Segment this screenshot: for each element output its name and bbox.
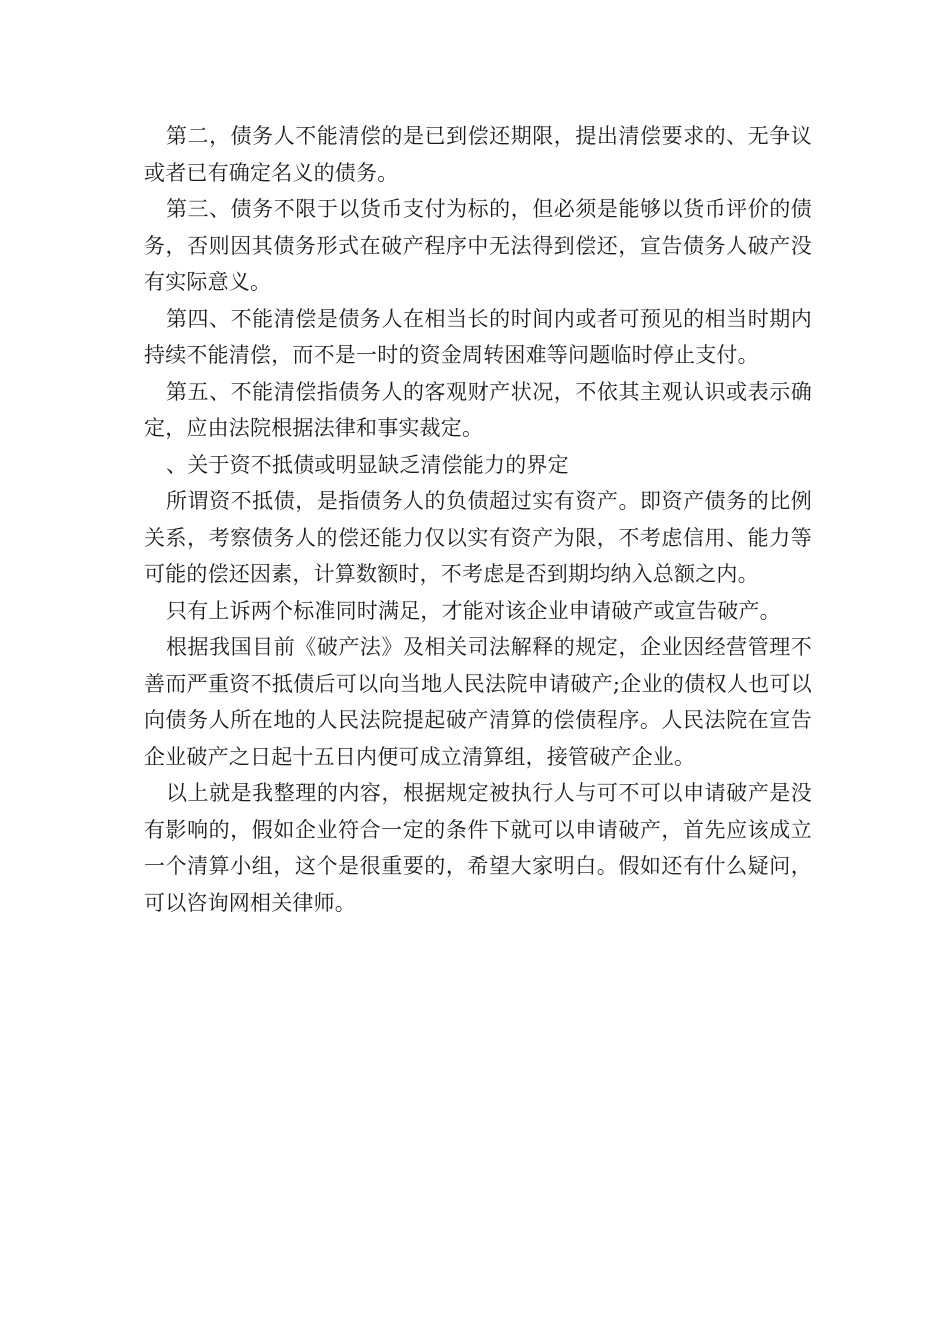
document-body (144, 118, 812, 921)
paragraph-both-standards: 只有上诉两个标准同时满足，才能对该企业申请破产或宣告破产。 (166, 598, 781, 623)
paragraph-monetary-debt: 第三、债务不限于以货币支付为标的，但必须是能够以货币评价的债务，否则因其债务形式在破产程序中无法得到偿还，宣告债务人破产没有实际意义。 (144, 197, 812, 294)
paragraph-debt-due: 第二，债务人不能清偿的是已到偿还期限，提出清偿要求的、无争议或者已有确定名义的债务。 (144, 124, 812, 185)
section-heading-insolvency-definition: 、关于资不抵债或明显缺乏清偿能力的界定 (166, 452, 569, 477)
paragraph-objective-status: 第五、不能清偿指债务人的客观财产状况，不依其主观认识或表示确定，应由法院根据法律和事实裁定。 (144, 379, 812, 440)
paragraph-bankruptcy-law: 根据我国目前《破产法》及相关司法解释的规定，企业因经营管理不善而严重资不抵债后可以向当地人民法院申请破产;企业的债权人也可以向债务人所在地的人民法院提起破产清算的偿债程序。人民法院在宣告企业破产之日起十五日内便可成立清算组，接管破产企业。 (144, 635, 812, 769)
paragraph-continuous-inability: 第四、不能清偿是债务人在相当长的时间内或者可预见的相当时期内持续不能清偿，而不是一时的资金周转困难等问题临时停止支付。 (144, 306, 812, 367)
paragraph-conclusion: 以上就是我整理的内容，根据规定被执行人与可不可以申请破产是没有影响的，假如企业符合一定的条件下就可以申请破产，首先应该成立一个清算小组，这个是很重要的，希望大家明白。假如还有什么疑问，可以咨询网相关律师。 (144, 781, 812, 915)
paragraph-insolvency-meaning: 所谓资不抵债，是指债务人的负债超过实有资产。即资产债务的比例关系，考察债务人的偿还能力仅以实有资产为限，不考虑信用、能力等可能的偿还因素，计算数额时，不考虑是否到期均纳入总额之内。 (144, 489, 812, 586)
